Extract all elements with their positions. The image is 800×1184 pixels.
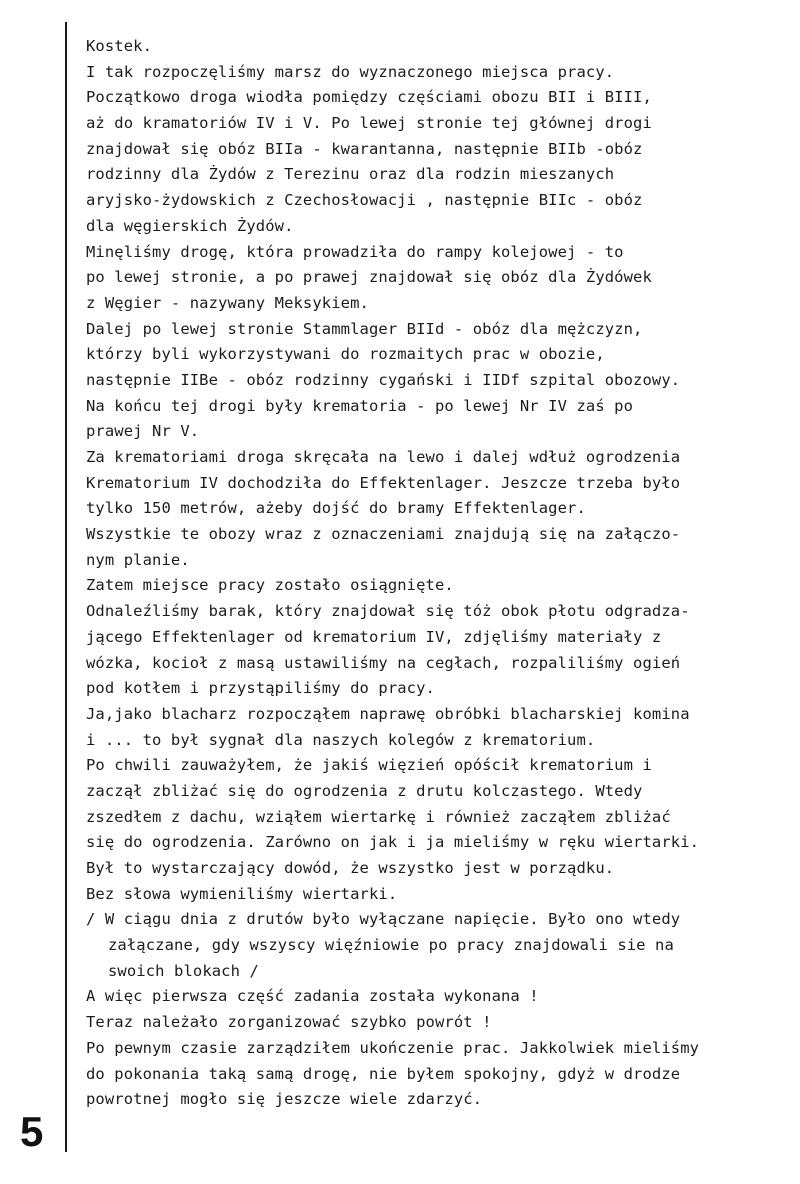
margin-rule: [65, 22, 67, 1152]
text-line: pod kotłem i przystąpiliśmy do pracy.: [86, 679, 435, 698]
text-line: którzy byli wykorzystywani do rozmaitych prac w obozie,: [86, 345, 605, 364]
text-line: aż do kramatoriów IV i V. Po lewej stronie tej głównej drogi: [86, 114, 652, 133]
text-line: / W ciągu dnia z drutów było wyłączane napięcie. Było ono wtedy: [86, 910, 681, 929]
typed-text-body: [86, 34, 786, 1113]
text-line: po lewej stronie, a po prawej znajdował się obóz dla Żydówek: [86, 268, 652, 287]
text-line: Kostek.: [86, 37, 153, 55]
text-line: prawej Nr V.: [86, 422, 200, 441]
text-line: tylko 150 metrów, ażeby dojść do bramy Effektenlager.: [86, 499, 586, 518]
text-line: i ... to był sygnał dla naszych kolegów z krematorium.: [86, 730, 596, 749]
text-line: znajdował się obóz BIIa - kwarantanna, następnie BIIb -obóz: [86, 139, 643, 158]
text-line: następnie IIBe - obóz rodzinny cygański i IIDf szpital obozowy.: [86, 370, 681, 389]
text-line: zaczął zbliżać się do ogrodzenia z drutu kolczastego. Wtedy: [86, 781, 643, 800]
text-line: A więc pierwsza część zadania została wykonana !: [86, 987, 539, 1006]
text-line: dla węgierskich Żydów.: [86, 216, 294, 235]
text-line: do pokonania taką samą drogę, nie byłem spokojny, gdyż w drodze: [86, 1064, 681, 1083]
text-line: Był to wystarczający dowód, że wszystko jest w porządku.: [86, 859, 615, 877]
text-line: Odnaleźliśmy barak, który znajdował się tóż obok płotu odgradza-: [86, 602, 690, 621]
text-line: Minęliśmy drogę, która prowadziła do rampy kolejowej - to: [86, 242, 624, 261]
text-line: Po pewnym czasie zarządziłem ukończenie prac. Jakkolwiek mieliśmy: [86, 1038, 700, 1057]
text-line: załączane, gdy wszyscy więźniowie po pracy znajdowali sie na: [108, 936, 674, 955]
text-line: nym planie.: [86, 550, 190, 569]
text-line: powrotnej mogło się jeszcze wiele zdarzyć.: [86, 1090, 483, 1109]
text-line: Początkowo droga wiodła pomiędzy częściami obozu BII i BIII,: [86, 88, 652, 107]
text-line: z Węgier - nazywany Meksykiem.: [86, 293, 369, 312]
text-line: Ja,jako blacharz rozpocząłem naprawę obróbki blacharskiej komina: [86, 704, 690, 723]
text-line: wózka, kocioł z masą ustawiliśmy na cegłach, rozpaliliśmy ogień: [86, 653, 681, 672]
text-line: Bez słowa wymieniliśmy wiertarki.: [86, 884, 398, 903]
text-line: zszedłem z dachu, wziąłem wiertarkę i również zacząłem zbliżać: [86, 807, 671, 826]
text-line: rodzinny dla Żydów z Terezinu oraz dla rodzin mieszanych: [86, 165, 615, 184]
text-line: Za krematoriami droga skręcała na lewo i dalej wdłuż ogrodzenia: [86, 448, 681, 466]
text-line: Dalej po lewej stronie Stammlager BIId - obóz dla mężczyzn,: [86, 319, 643, 338]
text-line: się do ogrodzenia. Zarówno on jak i ja mieliśmy w ręku wiertarki.: [86, 833, 700, 852]
page-number: 5: [20, 1108, 44, 1155]
text-line: I tak rozpoczęliśmy marsz do wyznaczonego miejsca pracy.: [86, 62, 615, 81]
text-line: aryjsko-żydowskich z Czechosłowacji , następnie BIIc - obóz: [86, 191, 643, 210]
text-line: Na końcu tej drogi były krematoria - po lewej Nr IV zaś po: [86, 396, 634, 415]
text-line: Po chwili zauważyłem, że jakiś więzień opóścił krematorium i: [86, 756, 652, 775]
text-line: Zatem miejsce pracy zostało osiągnięte.: [86, 576, 454, 595]
text-line: Teraz należało zorganizować szybko powrót !: [86, 1013, 492, 1032]
text-line: jącego Effektenlager od krematorium IV, zdjęliśmy materiały z: [86, 627, 662, 646]
text-line: swoich blokach /: [108, 961, 259, 980]
text-line: Krematorium IV dochodziła do Effektenlager. Jeszcze trzeba było: [86, 473, 681, 492]
text-line: Wszystkie te obozy wraz z oznaczeniami znajdują się na załączo-: [86, 525, 681, 544]
